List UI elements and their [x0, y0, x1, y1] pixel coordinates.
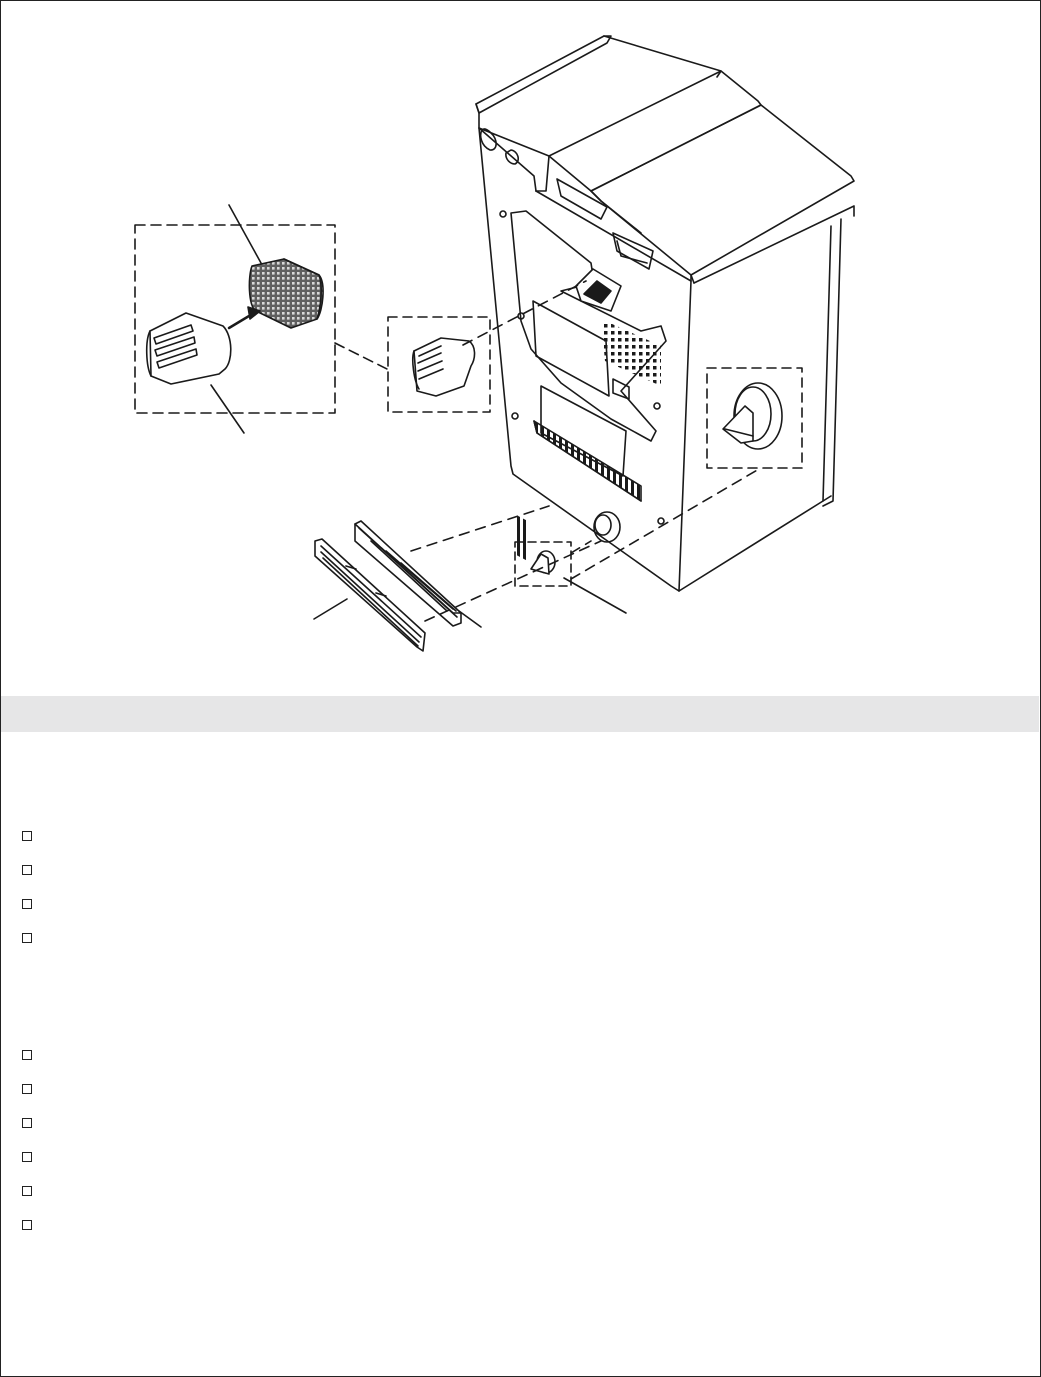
checklist-item[interactable] [22, 1148, 42, 1182]
checklist-item[interactable] [22, 861, 42, 895]
grille-back [355, 521, 461, 626]
checkbox-icon[interactable] [22, 1084, 32, 1094]
checklist-item[interactable] [22, 1080, 42, 1114]
checklist-item[interactable] [22, 827, 42, 861]
knob-detail [723, 383, 782, 449]
section-header-band [1, 696, 1039, 732]
front-knob [594, 512, 620, 542]
checkbox-icon[interactable] [22, 1118, 32, 1128]
leader-line [229, 205, 261, 263]
screw [654, 403, 660, 409]
checkbox-icon[interactable] [22, 865, 32, 875]
cabinet-front-face [479, 128, 854, 591]
checklist-item[interactable] [22, 895, 42, 929]
checkbox-icon[interactable] [22, 1186, 32, 1196]
filter-mesh-block [249, 259, 323, 328]
checklist-item[interactable] [22, 1216, 42, 1250]
screw [512, 413, 518, 419]
checklist-1 [22, 827, 42, 963]
filter-cap-large [147, 313, 231, 384]
leader-line [459, 611, 481, 627]
filter-cap-small [413, 338, 475, 396]
grille-front [315, 539, 425, 651]
upper-vent-panel [511, 211, 666, 561]
screw [658, 518, 664, 524]
leader-line [564, 578, 626, 613]
checklist-2 [22, 1046, 42, 1250]
checklist-item[interactable] [22, 1114, 42, 1148]
checkbox-icon[interactable] [22, 1220, 32, 1230]
checkbox-icon[interactable] [22, 1050, 32, 1060]
screw [500, 211, 506, 217]
checklist-item[interactable] [22, 929, 42, 963]
checklist-item[interactable] [22, 1182, 42, 1216]
checkbox-icon[interactable] [22, 933, 32, 943]
checkbox-icon[interactable] [22, 1152, 32, 1162]
checklist-item[interactable] [22, 1046, 42, 1080]
checkbox-icon[interactable] [22, 831, 32, 841]
leader-line [211, 385, 244, 433]
leader-line [314, 599, 347, 619]
exploded-view-illustration [1, 1, 1039, 695]
checkbox-icon[interactable] [22, 899, 32, 909]
